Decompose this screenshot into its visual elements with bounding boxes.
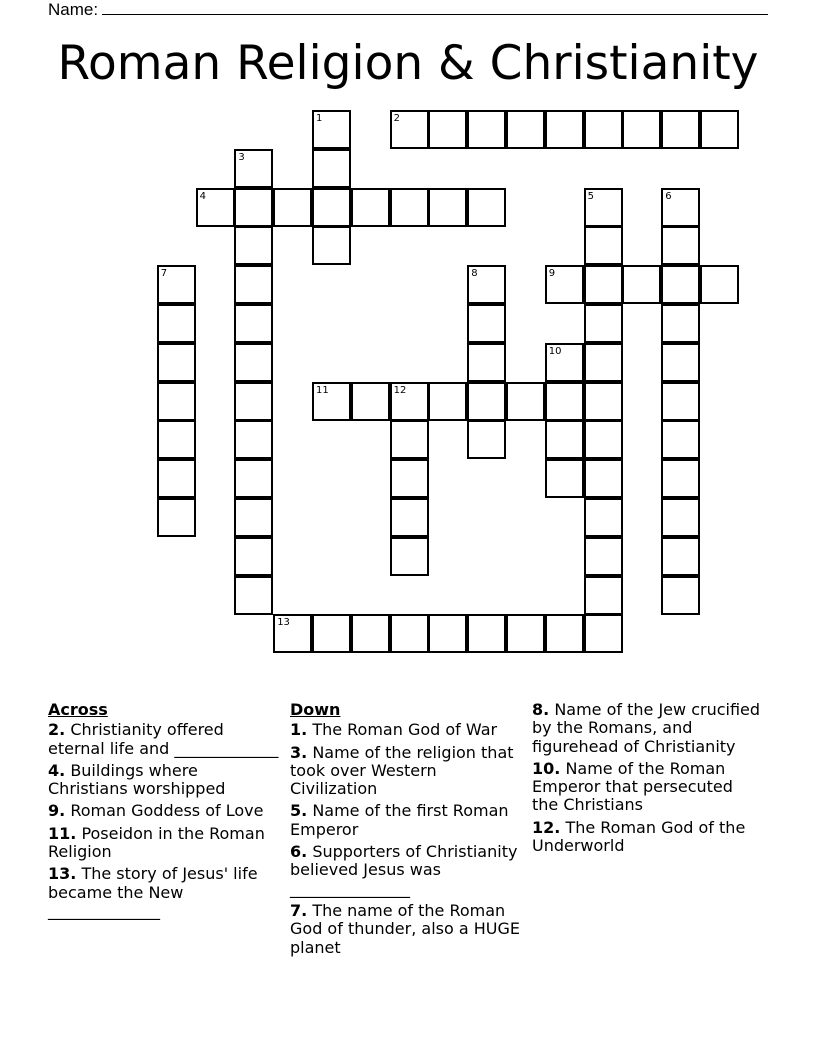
grid-cell[interactable] xyxy=(545,110,584,149)
grid-cell[interactable] xyxy=(351,614,390,653)
grid-cell[interactable] xyxy=(234,576,273,615)
clue-text: Buildings where Christians worshipped xyxy=(48,760,226,799)
grid-cell[interactable] xyxy=(467,304,506,343)
grid-cell[interactable] xyxy=(312,614,351,653)
grid-cell[interactable] xyxy=(584,459,623,498)
grid-cell[interactable] xyxy=(390,420,429,459)
clue-down-7 xyxy=(290,902,522,957)
grid-cell[interactable] xyxy=(661,265,700,304)
grid-cell[interactable] xyxy=(584,614,623,653)
clue-down-10 xyxy=(532,760,764,815)
grid-cell[interactable] xyxy=(622,265,661,304)
clue-number-label: 7 xyxy=(160,268,168,280)
grid-cell[interactable] xyxy=(312,188,351,227)
grid-cell[interactable] xyxy=(234,343,273,382)
clue-number-label: 2 xyxy=(393,113,400,124)
clue-number-label: 10 xyxy=(548,345,562,357)
grid-cell[interactable] xyxy=(584,188,623,227)
grid-cell[interactable] xyxy=(661,498,700,537)
clue-text: Roman Goddess of Love xyxy=(70,801,264,821)
grid-cell[interactable] xyxy=(157,265,196,304)
clue-number-label: 8 xyxy=(471,268,478,280)
down-clues-continued xyxy=(532,701,764,859)
grid-cell[interactable] xyxy=(467,420,506,459)
grid-cell[interactable] xyxy=(506,110,545,149)
name-label: Name: xyxy=(48,0,99,19)
clue-down-5 xyxy=(290,802,522,839)
grid-cell[interactable] xyxy=(157,498,196,537)
grid-cell[interactable] xyxy=(584,110,623,149)
clue-text: The story of Jesus' life became the New ______________ xyxy=(48,864,258,920)
grid-cell[interactable] xyxy=(390,498,429,537)
grid-cell[interactable] xyxy=(467,382,506,421)
grid-cell[interactable] xyxy=(661,537,700,576)
grid-cell[interactable] xyxy=(234,382,273,421)
clue-down-1 xyxy=(290,721,522,739)
clue-across-4 xyxy=(48,762,280,799)
grid-cell[interactable] xyxy=(390,110,429,149)
grid-cell[interactable] xyxy=(157,420,196,459)
grid-cell[interactable] xyxy=(545,382,584,421)
clue-text: Name of the first Roman Emperor xyxy=(290,801,509,839)
clue-number-label: 9 xyxy=(548,268,556,280)
clue-number: 1. xyxy=(290,720,308,740)
page-title: Roman Religion & Christianity xyxy=(57,36,759,91)
grid-cell[interactable] xyxy=(234,226,273,265)
grid-cell[interactable] xyxy=(584,537,623,576)
grid-cell[interactable] xyxy=(545,265,584,304)
clue-number: 2. xyxy=(48,720,66,740)
grid-cell[interactable] xyxy=(467,110,506,149)
clue-number-label: 13 xyxy=(277,617,290,629)
clue-number-label: 3 xyxy=(238,151,245,163)
grid-cell[interactable] xyxy=(234,149,273,188)
clue-number: 5. xyxy=(290,801,308,821)
clue-down-8 xyxy=(532,701,764,756)
clue-across-9 xyxy=(48,802,280,820)
clue-number: 13. xyxy=(48,864,77,884)
grid-cell[interactable] xyxy=(584,226,623,265)
grid-cell[interactable] xyxy=(428,110,467,149)
clue-across-11 xyxy=(48,825,280,862)
grid-cell[interactable] xyxy=(661,420,700,459)
grid-cell[interactable] xyxy=(351,188,390,227)
grid-cell[interactable] xyxy=(661,226,700,265)
grid-cell[interactable] xyxy=(661,382,700,421)
clue-number-label: 12 xyxy=(393,384,407,396)
grid-cell[interactable] xyxy=(428,188,467,227)
clue-number: 10. xyxy=(532,758,561,778)
grid-cell[interactable] xyxy=(622,110,661,149)
grid-cell[interactable] xyxy=(234,265,273,304)
grid-cell[interactable] xyxy=(234,459,273,498)
clue-number-label: 11 xyxy=(316,384,329,396)
grid-cell[interactable] xyxy=(428,614,467,653)
grid-cell[interactable] xyxy=(312,382,351,421)
grid-cell[interactable] xyxy=(312,226,351,265)
grid-cell[interactable] xyxy=(390,614,429,653)
grid-cell[interactable] xyxy=(661,304,700,343)
grid-cell[interactable] xyxy=(545,459,584,498)
grid-cell[interactable] xyxy=(584,498,623,537)
grid-cell[interactable] xyxy=(273,188,312,227)
grid-cell[interactable] xyxy=(584,304,623,343)
grid-cell[interactable] xyxy=(390,382,429,421)
grid-cell[interactable] xyxy=(234,537,273,576)
grid-cell[interactable] xyxy=(467,614,506,653)
clue-number-label: 5 xyxy=(587,190,594,202)
grid-cell[interactable] xyxy=(312,110,351,149)
grid-cell[interactable] xyxy=(234,498,273,537)
grid-cell[interactable] xyxy=(157,343,196,382)
clue-number: 9. xyxy=(48,801,66,821)
clue-number: 7. xyxy=(290,900,308,920)
grid-cell[interactable] xyxy=(234,188,273,227)
grid-cell[interactable] xyxy=(157,382,196,421)
clue-down-12 xyxy=(532,819,764,856)
clue-text: Name of the Jew crucified by the Romans, and figurehead of Christianity xyxy=(532,700,761,756)
across-heading: Across xyxy=(48,700,108,719)
across-clues xyxy=(48,701,280,924)
grid-cell[interactable] xyxy=(196,188,235,227)
clue-text: Christianity offered eternal life and _____________ xyxy=(48,720,279,758)
grid-cell[interactable] xyxy=(234,304,273,343)
clue-number-label: 6 xyxy=(665,190,672,202)
clue-number: 11. xyxy=(48,823,77,843)
clue-number: 8. xyxy=(532,700,550,719)
grid-cell[interactable] xyxy=(467,265,506,304)
grid-cell[interactable] xyxy=(351,382,390,421)
grid-cell[interactable] xyxy=(273,614,312,653)
clue-number: 12. xyxy=(532,817,561,837)
grid-cell[interactable] xyxy=(584,420,623,459)
grid-cell[interactable] xyxy=(390,537,429,576)
clue-number: 6. xyxy=(290,842,308,862)
clue-across-13 xyxy=(48,865,280,920)
clue-down-3 xyxy=(290,744,522,799)
grid-cell[interactable] xyxy=(467,343,506,382)
grid-cell[interactable] xyxy=(584,382,623,421)
clue-number: 4. xyxy=(48,760,66,780)
clue-text: Name of the Roman Emperor that persecuted the Christians xyxy=(532,758,733,815)
grid-cell[interactable] xyxy=(661,188,700,227)
grid-cell[interactable] xyxy=(584,576,623,615)
grid-cell[interactable] xyxy=(506,382,545,421)
clue-number-label: 1 xyxy=(316,113,323,124)
grid-cell[interactable] xyxy=(584,343,623,382)
clue-number-label: 4 xyxy=(199,190,206,202)
grid-cell[interactable] xyxy=(157,304,196,343)
clue-text: Supporters of Christianity believed Jesus was _______________ xyxy=(290,842,518,898)
clue-text: Name of the religion that took over Western Civilization xyxy=(290,742,514,799)
clue-text: The Roman God of the Underworld xyxy=(532,817,746,856)
grid-cell[interactable] xyxy=(467,188,506,227)
clue-text: Poseidon in the Roman Religion xyxy=(48,823,265,862)
clue-text: The Roman God of War xyxy=(312,720,498,740)
grid-cell[interactable] xyxy=(700,265,739,304)
grid-cell[interactable] xyxy=(545,343,584,382)
grid-cell[interactable] xyxy=(661,459,700,498)
grid-cell[interactable] xyxy=(545,614,584,653)
grid-cell[interactable] xyxy=(390,459,429,498)
down-clues xyxy=(290,701,522,961)
grid-cell[interactable] xyxy=(506,614,545,653)
grid-cell[interactable] xyxy=(428,382,467,421)
grid-cell[interactable] xyxy=(661,576,700,615)
grid-cell[interactable] xyxy=(545,420,584,459)
grid-cell[interactable] xyxy=(661,343,700,382)
grid-cell[interactable] xyxy=(661,110,700,149)
grid-cell[interactable] xyxy=(700,110,739,149)
clue-text: The name of the Roman God of thunder, also a HUGE planet xyxy=(290,900,520,957)
grid-cell[interactable] xyxy=(157,459,196,498)
down-heading: Down xyxy=(290,700,341,719)
clue-across-2 xyxy=(48,721,280,758)
grid-cell[interactable] xyxy=(584,265,623,304)
grid-cell[interactable] xyxy=(312,149,351,188)
clue-number: 3. xyxy=(290,742,308,762)
grid-cell[interactable] xyxy=(390,188,429,227)
grid-cell[interactable] xyxy=(234,420,273,459)
clue-down-6 xyxy=(290,843,522,898)
